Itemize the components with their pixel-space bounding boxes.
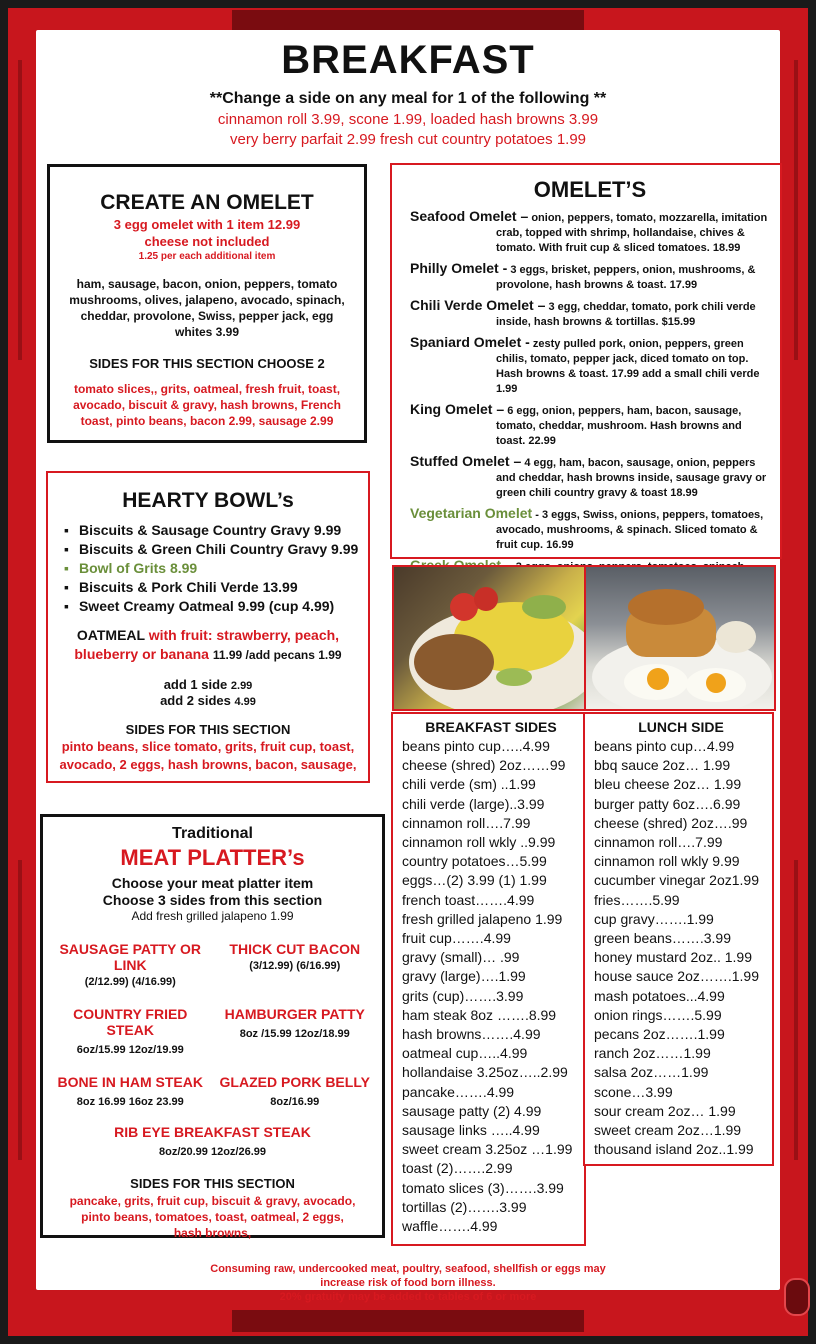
list-item: sausage links …..4.99 — [402, 1122, 540, 1139]
list-item: bbq sauce 2oz… 1.99 — [594, 757, 731, 774]
list-item: COUNTRY FRIED STEAK 6oz/15.99 12oz/19.99 — [73, 1006, 188, 1056]
footer-disclaimer — [0, 1262, 816, 1304]
list-item: ▪ Bowl of Grits 8.99 — [64, 559, 360, 578]
list-item: country potatoes…5.99 — [402, 853, 547, 870]
list-item: chili verde (large)..3.99 — [402, 795, 545, 812]
list-item: toast (2)…….2.99 — [402, 1160, 513, 1177]
list-item: tomato slices (3)…….3.99 — [402, 1179, 564, 1196]
ribeye-item: RIB EYE BREAKFAST STEAK 8oz/20.99 12oz/26.99 — [114, 1124, 311, 1158]
list-item: pancake…….4.99 — [402, 1083, 515, 1100]
list-item: cucumber vinegar 2oz1.99 — [594, 872, 759, 889]
list-item: ham steak 8oz …….8.99 — [402, 1006, 557, 1023]
list-item: waffle…….4.99 — [402, 1218, 498, 1235]
list-item: Spaniard Omelet - zesty pulled pork, onion, peppers, green chilis, tomato, pepper jack, diced tomato on top. Hash browns & toast. 17.99 add a small chili verde 1.99 — [410, 334, 760, 395]
list-item: cheese (shred) 2oz……99 — [402, 757, 566, 774]
bowl-list — [56, 521, 360, 616]
jalapeno-addon: Add fresh grilled jalapeno 1.99 — [131, 909, 294, 923]
frame-circuit-line — [794, 860, 798, 1160]
section-title: CREATE AN OMELET — [100, 191, 314, 214]
list-item: house sauce 2oz…….1.99 — [594, 968, 759, 985]
list-item: chili verde (sm) ..1.99 — [402, 776, 536, 793]
frame-decoration-bottom — [232, 1310, 584, 1332]
list-item: cinnamon roll….7.99 — [402, 814, 531, 831]
lunch-side-list — [594, 737, 768, 1159]
lunch-side-section — [583, 712, 774, 1166]
page-title: BREAKFAST — [281, 38, 535, 82]
add-two-sides: add 2 sides 4.99 — [160, 693, 256, 708]
create-omelet-section — [47, 164, 367, 443]
list-item: oatmeal cup…..4.99 — [402, 1045, 528, 1062]
side-options-line2: very berry parfait 2.99 fresh cut country potatoes 1.99 — [229, 131, 587, 148]
list-item: green beans…….3.99 — [594, 930, 731, 947]
section-title: BREAKFAST SIDES — [425, 719, 557, 735]
list-item: pecans 2oz…….1.99 — [594, 1026, 725, 1043]
sides-list: tomato slices,, grits, oatmeal, fresh fruit, toast, avocado, biscuit & gravy, hash browns, French toast, pinto beans, bacon 2.99, sausage 2.99 — [73, 382, 341, 428]
list-item: hash browns…….4.99 — [402, 1026, 541, 1043]
list-item: salsa 2oz……1.99 — [594, 1064, 709, 1081]
add-one-side: add 1 side 2.99 — [163, 677, 253, 692]
list-item: cup gravy…….1.99 — [594, 910, 714, 927]
list-item: beans pinto cup…4.99 — [594, 738, 735, 754]
section-title: OMELET’S — [533, 177, 647, 202]
sides-list: pancake, grits, fruit cup, biscuit & gravy, avocado, pinto beans, tomatoes, toast, oatmeal, 2 eggs, hash browns, — [69, 1194, 356, 1240]
additional-item-price: 1.25 per each additional item — [138, 251, 276, 262]
list-item: SAUSAGE PATTY OR LINK (2/12.99) (4/16.99) — [59, 941, 202, 988]
platter-grid — [47, 941, 378, 1108]
hearty-bowls-section — [46, 471, 370, 783]
list-item: scone…3.99 — [594, 1083, 673, 1100]
change-side-note: **Change a side on any meal for 1 of the following ** — [209, 90, 607, 107]
omelets-section — [390, 163, 782, 559]
list-item: Chili Verde Omelet – 3 egg, cheddar, tomato, pork chili verde inside, hash browns & tortillas. $15.99 — [410, 297, 756, 328]
list-item: sausage patty (2) 4.99 — [402, 1102, 542, 1119]
list-item: GLAZED PORK BELLY 8oz/16.99 — [219, 1074, 370, 1108]
list-item: ▪ Biscuits & Green Chili Country Gravy 9.99 — [64, 540, 360, 559]
platter-instruction: Choose your meat platter item — [111, 875, 314, 891]
platter-sides-instruction: Choose 3 sides from this section — [102, 892, 323, 908]
list-item: BONE IN HAM STEAK 8oz 16.99 16oz 23.99 — [57, 1074, 203, 1108]
list-item: sweet cream 3.25oz …1.99 — [402, 1141, 573, 1158]
list-item: sour cream 2oz… 1.99 — [594, 1102, 736, 1119]
list-item: Stuffed Omelet – 4 egg, ham, bacon, sausage, onion, peppers and cheddar, hash browns inside, sausage gravy or green chili country gravy & toast 18.99 — [410, 453, 767, 499]
section-title: LUNCH SIDE — [638, 719, 724, 735]
frame-decoration-top — [232, 10, 584, 32]
list-item: THICK CUT BACON (3/12.99) (6/16.99) — [229, 941, 361, 972]
chicken-waffle-photo — [584, 565, 776, 711]
sides-list: pinto beans, slice tomato, grits, fruit cup, toast, avocado, 2 eggs, hash browns, bacon, sausage, — [59, 739, 357, 772]
side-options-line1: cinnamon roll 3.99, scone 1.99, loaded hash browns 3.99 — [217, 111, 599, 128]
disclaimer-line: increase risk of food born illness. — [320, 1277, 496, 1289]
list-item: tortillas (2)…….3.99 — [402, 1198, 527, 1215]
sides-title: SIDES FOR THIS SECTION — [130, 1176, 295, 1191]
list-item: french toast…….4.99 — [402, 891, 535, 908]
list-item: gravy (small)… .99 — [402, 949, 520, 966]
list-item: bleu cheese 2oz… 1.99 — [594, 776, 742, 793]
list-item: fruit cup…….4.99 — [402, 930, 511, 947]
list-item: ▪ Biscuits & Pork Chili Verde 13.99 — [64, 578, 360, 597]
list-item: thousand island 2oz..1.99 — [594, 1141, 754, 1158]
omelet-ingredients: ham, sausage, bacon, onion, peppers, tomato mushrooms, olives, jalapeno, avocado, spinach, cheddar, provolone, Swiss, pepper jack, egg whites 3.99 — [69, 277, 345, 339]
list-item: gravy (large)….1.99 — [402, 968, 526, 985]
sides-title: SIDES FOR THIS SECTION — [125, 722, 291, 737]
list-item: grits (cup)…….3.99 — [402, 987, 524, 1004]
list-item: fresh grilled jalapeno 1.99 — [402, 910, 563, 927]
list-item: cinnamon roll wkly 9.99 — [594, 853, 740, 870]
list-item: HAMBURGER PATTY 8oz /15.99 12oz/18.99 — [224, 1006, 365, 1040]
gratuity-note: 20% gratuity may be added to tables of 6 or more — [279, 1291, 537, 1303]
meat-platters-section — [40, 814, 385, 1238]
sides-title: SIDES FOR THIS SECTION CHOOSE 2 — [89, 356, 325, 371]
list-item: ▪ Sweet Creamy Oatmeal 9.99 (cup 4.99) — [64, 597, 360, 616]
list-item: honey mustard 2oz.. 1.99 — [594, 949, 752, 966]
cheese-note: cheese not included — [144, 234, 270, 249]
list-item: cheese (shred) 2oz….99 — [594, 814, 748, 831]
list-item: ranch 2oz……1.99 — [594, 1045, 711, 1062]
list-item: eggs…(2) 3.99 (1) 1.99 — [402, 872, 547, 889]
section-title: MEAT PLATTER’s — [120, 845, 305, 870]
list-item: hollandaise 3.25oz…..2.99 — [402, 1064, 568, 1081]
list-item: onion rings…….5.99 — [594, 1006, 722, 1023]
list-item: Seafood Omelet – onion, peppers, tomato, mozzarella, imitation crab, topped with shrimp, hollandaise, chives & tomato. With fruit cup & sliced tomatoes. 18.99 — [410, 208, 768, 254]
list-item: fries…….5.99 — [594, 891, 680, 908]
breakfast-sides-section — [391, 712, 586, 1246]
chicken-waffle-photo-icon — [586, 567, 776, 711]
section-title: HEARTY BOWL’s — [122, 489, 294, 512]
breakfast-sides-list — [402, 737, 580, 1236]
list-item: Vegetarian Omelet - 3 eggs, Swiss, onions, peppers, tomatoes, avocado, mushrooms, & spinach. Sliced tomato & fruit cup. 16.99 — [410, 505, 764, 551]
list-item: King Omelet – 6 egg, onion, peppers, ham, bacon, sausage, tomato, cheddar, mushroom. Hash browns and toast. 22.99 — [410, 401, 742, 447]
list-item: cinnamon roll….7.99 — [594, 834, 723, 851]
list-item: cinnamon roll wkly ..9.99 — [402, 834, 556, 851]
list-item: sweet cream 2oz…1.99 — [594, 1122, 742, 1139]
disclaimer-line: Consuming raw, undercooked meat, poultry, seafood, shellfish or eggs may — [210, 1263, 606, 1275]
omelet-base-price: 3 egg omelet with 1 item 12.99 — [113, 217, 301, 232]
omelet-photo-icon — [394, 567, 586, 711]
section-pretitle: Traditional — [172, 825, 253, 842]
omelet-photo — [392, 565, 586, 711]
list-item: mash potatoes...4.99 — [594, 987, 725, 1004]
list-item: burger patty 6oz….6.99 — [594, 795, 741, 812]
list-item: ▪ Biscuits & Sausage Country Gravy 9.99 — [64, 521, 360, 540]
list-item: beans pinto cup…..4.99 — [402, 738, 550, 754]
frame-circuit-line — [18, 860, 22, 1160]
oatmeal-with-fruit: OATMEAL with fruit: strawberry, peach, blueberry or banana 11.99 /add pecans 1.99 — [74, 627, 342, 662]
omelet-list — [410, 209, 770, 605]
list-item: Philly Omelet - 3 eggs, brisket, peppers, onion, mushrooms, & provolone, hash browns & toast. 17.99 — [410, 260, 756, 291]
